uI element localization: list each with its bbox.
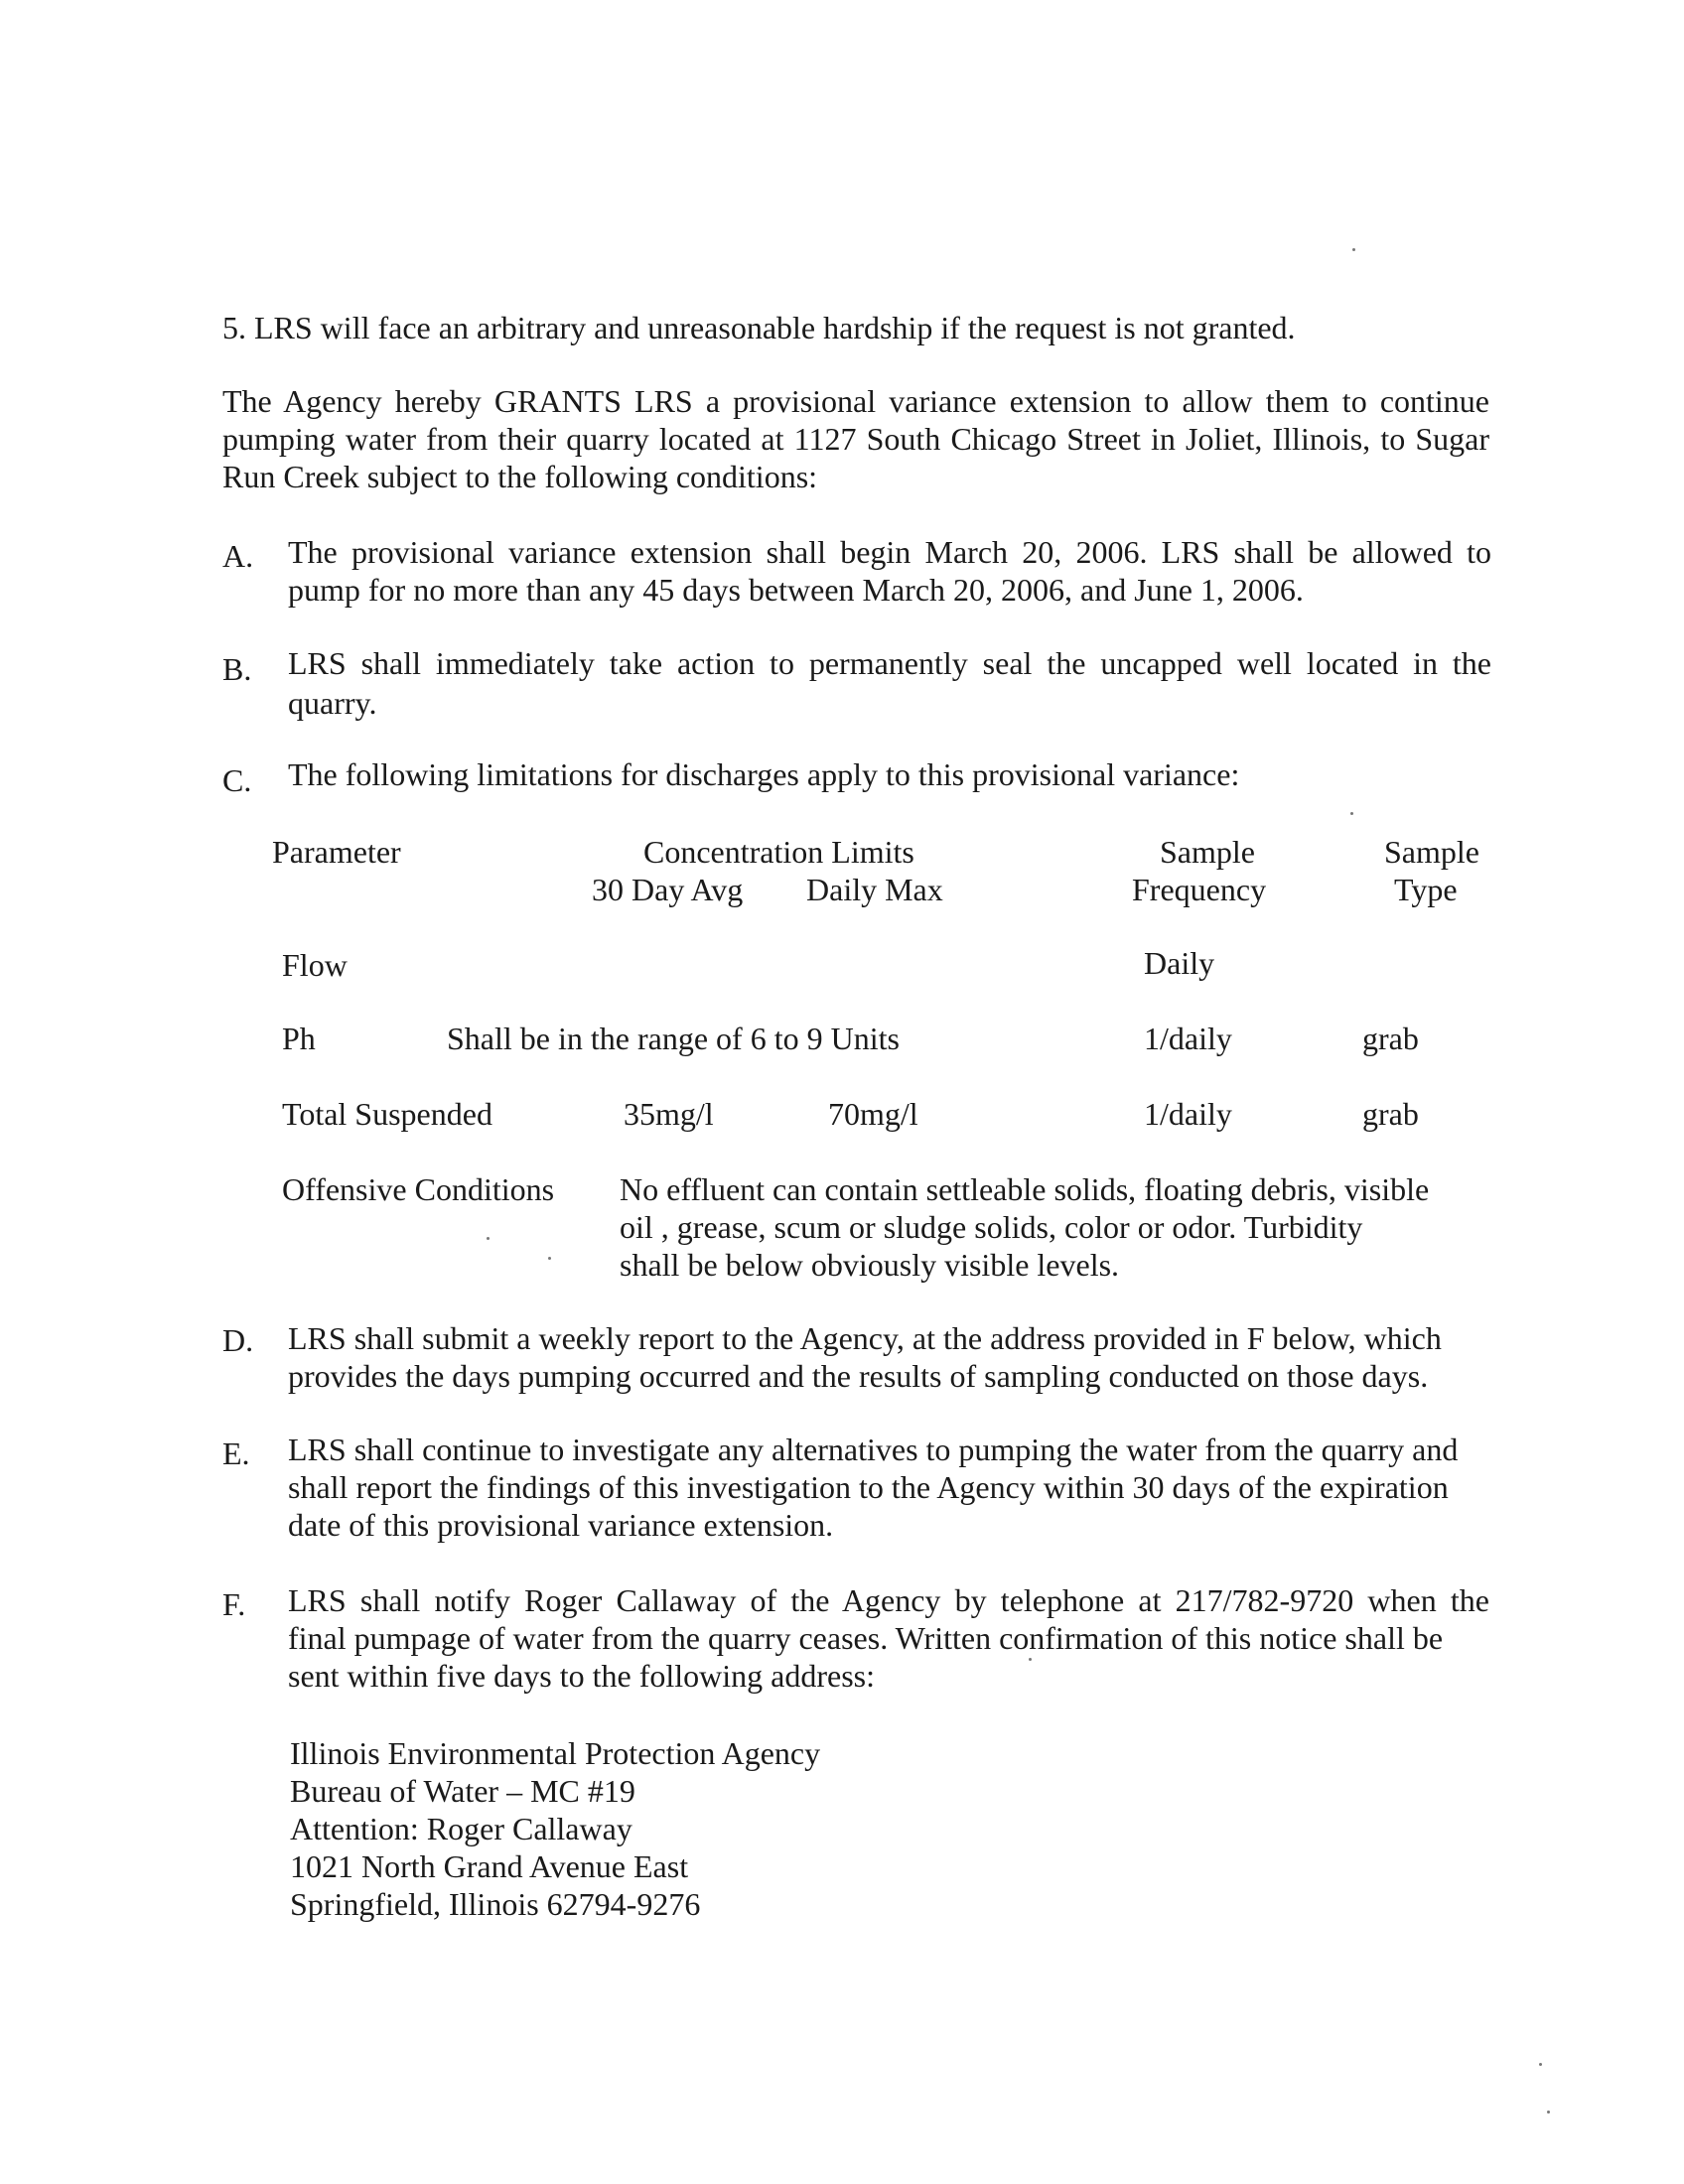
- row-tss-max: 70mg/l: [828, 1096, 918, 1132]
- scan-speck: [1352, 248, 1355, 251]
- header-sample-type-2: Type: [1394, 872, 1458, 907]
- row-flow-frequency: Daily: [1144, 945, 1215, 981]
- condition-f-line-3: sent within five days to the following address:: [288, 1658, 876, 1694]
- row-ph-type: grab: [1362, 1021, 1419, 1056]
- condition-f-line-1: LRS shall notify Roger Callaway of the Agency by telephone at 217/782-9720 when the: [288, 1582, 1489, 1618]
- condition-f-letter: F.: [222, 1586, 246, 1622]
- condition-b-line-2: quarry.: [288, 685, 377, 721]
- row-ph-range: Shall be in the range of 6 to 9 Units: [447, 1021, 900, 1056]
- row-flow-parameter: Flow: [282, 947, 348, 983]
- row-tss-type: grab: [1362, 1096, 1419, 1132]
- header-parameter: Parameter: [272, 834, 401, 870]
- condition-e-line-3: date of this provisional variance extension.: [288, 1507, 834, 1543]
- row-offensive-line-3: shall be below obviously visible levels.: [620, 1247, 1120, 1283]
- item-5-text: 5. LRS will face an arbitrary and unreasonable hardship if the request is not granted.: [222, 310, 1296, 345]
- address-line-4: 1021 North Grand Avenue East: [290, 1848, 689, 1884]
- scan-speck: [548, 1257, 551, 1260]
- condition-d-line-2: provides the days pumping occurred and the results of sampling conducted on those days.: [288, 1358, 1429, 1394]
- grant-line-3: Run Creek subject to the following conditions:: [222, 459, 818, 494]
- condition-d-line-1: LRS shall submit a weekly report to the Agency, at the address provided in F below, which: [288, 1320, 1442, 1356]
- scan-speck: [1539, 2063, 1542, 2066]
- header-daily-max: Daily Max: [806, 872, 943, 907]
- address-line-1: Illinois Environmental Protection Agency: [290, 1735, 821, 1771]
- scan-speck: [487, 1237, 490, 1240]
- header-sample-frequency-1: Sample: [1160, 834, 1255, 870]
- row-offensive-line-1: No effluent can contain settleable solids, floating debris, visible: [620, 1171, 1430, 1207]
- scan-speck: [1029, 1658, 1032, 1661]
- address-line-2: Bureau of Water – MC #19: [290, 1773, 635, 1809]
- condition-b-line-1: LRS shall immediately take action to permanently seal the uncapped well located in the: [288, 645, 1491, 681]
- header-sample-type-1: Sample: [1384, 834, 1479, 870]
- header-concentration-limits: Concentration Limits: [643, 834, 914, 870]
- condition-e-line-1: LRS shall continue to investigate any alternatives to pumping the water from the quarry and: [288, 1432, 1459, 1467]
- condition-c-letter: C.: [222, 762, 252, 798]
- address-line-5: Springfield, Illinois 62794-9276: [290, 1886, 701, 1922]
- condition-b-letter: B.: [222, 651, 252, 687]
- condition-f-line-2: final pumpage of water from the quarry ceases. Written confirmation of this notice shall be: [288, 1620, 1444, 1656]
- row-tss-frequency: 1/daily: [1144, 1096, 1232, 1132]
- row-offensive-parameter: Offensive Conditions: [282, 1171, 555, 1207]
- row-ph-frequency: 1/daily: [1144, 1021, 1232, 1056]
- row-tss-avg: 35mg/l: [624, 1096, 714, 1132]
- condition-a-line-1: The provisional variance extension shall begin March 20, 2006. LRS shall be allowed to: [288, 534, 1491, 570]
- row-tss-parameter: Total Suspended: [282, 1096, 492, 1132]
- address-line-3: Attention: Roger Callaway: [290, 1811, 632, 1846]
- row-offensive-line-2: oil , grease, scum or sludge solids, color or odor. Turbidity: [620, 1209, 1363, 1245]
- row-ph-parameter: Ph: [282, 1021, 316, 1056]
- grant-line-2: pumping water from their quarry located at 1127 South Chicago Street in Joliet, Illinois, to Sugar: [222, 421, 1489, 457]
- condition-e-letter: E.: [222, 1435, 250, 1471]
- grant-line-1: The Agency hereby GRANTS LRS a provisional variance extension to allow them to continue: [222, 383, 1489, 419]
- condition-c-line-1: The following limitations for discharges apply to this provisional variance:: [288, 756, 1240, 792]
- condition-a-letter: A.: [222, 538, 254, 574]
- scan-speck: [1350, 812, 1353, 815]
- scan-speck: [1547, 2111, 1550, 2114]
- condition-e-line-2: shall report the findings of this investigation to the Agency within 30 days of the expiration: [288, 1469, 1449, 1505]
- condition-d-letter: D.: [222, 1322, 254, 1358]
- header-30-day-avg: 30 Day Avg: [592, 872, 744, 907]
- condition-a-line-2: pump for no more than any 45 days between March 20, 2006, and June 1, 2006.: [288, 572, 1304, 608]
- header-sample-frequency-2: Frequency: [1132, 872, 1267, 907]
